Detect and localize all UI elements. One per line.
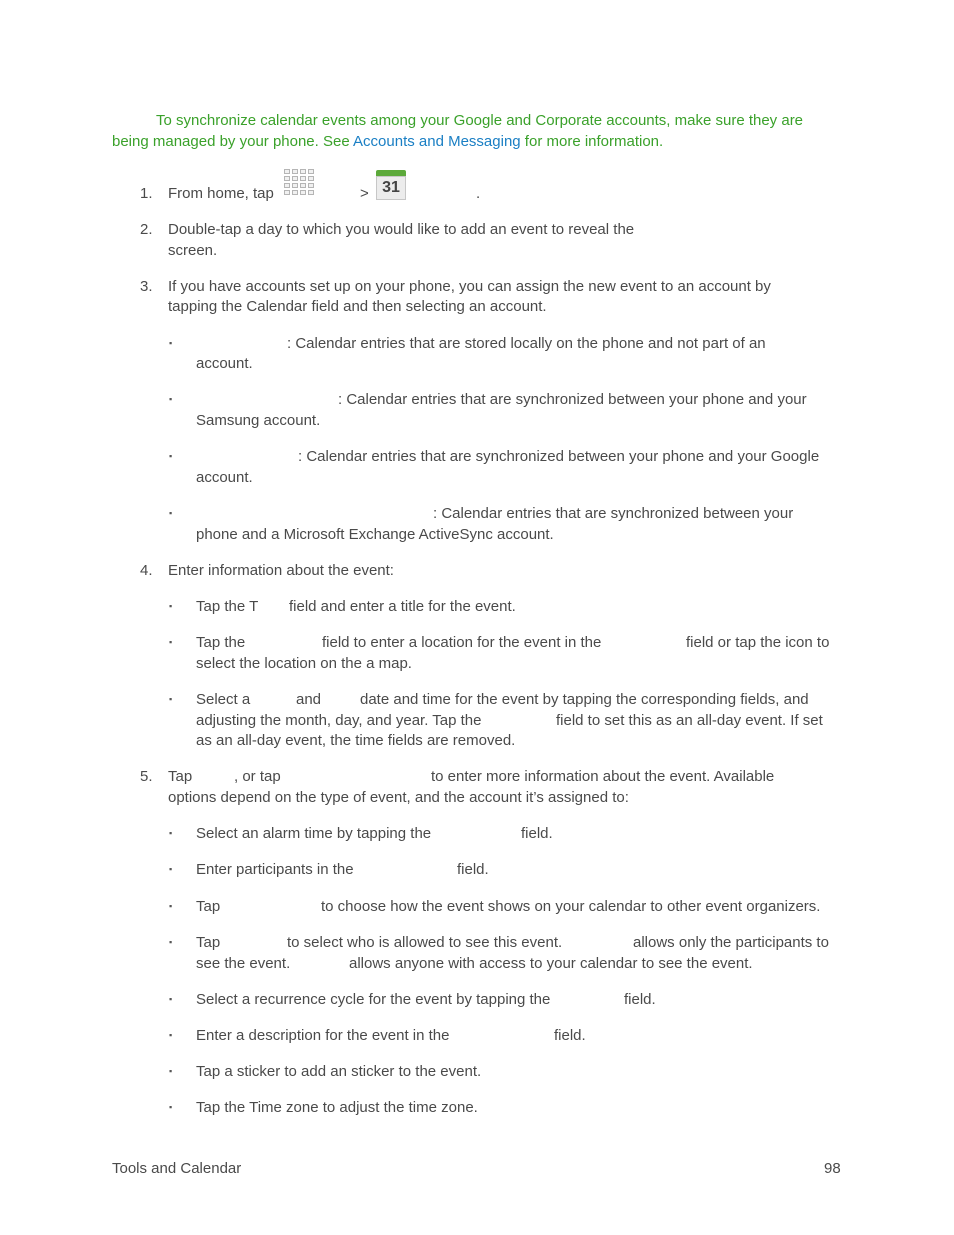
s5-bullet-2-a: Enter participants in the xyxy=(196,861,354,878)
tip-text: being managed by your phone. See xyxy=(112,133,354,150)
step-3-line-1: If you have accounts set up on your phone, you can assign the new event to an account by xyxy=(168,278,771,295)
s5-bullet-6-a: Enter a description for the event in the xyxy=(196,1027,450,1044)
accounts-and-messaging-link[interactable]: Accounts and Messaging xyxy=(353,133,521,150)
s5-bullet-7-a: Tap a sticker to add an sticker to the event. xyxy=(196,1063,482,1080)
step-number: 3. xyxy=(140,278,153,295)
s4-bullet-2-line-2: select the location on the a map. xyxy=(196,655,412,672)
s4-bullet-2-c: field or tap the icon to xyxy=(686,634,830,651)
bullet: ▪ xyxy=(169,864,173,874)
step-number: 4. xyxy=(140,562,153,579)
s5-bullet-3-b: to choose how the event shows on your calendar to other event organizers. xyxy=(321,898,821,915)
s3-bullet-1-line-2: account. xyxy=(196,355,253,372)
s3-bullet-4-line-2: phone and a Microsoft Exchange ActiveSync account. xyxy=(196,526,554,543)
bullet: ▪ xyxy=(169,394,173,404)
bullet: ▪ xyxy=(169,1030,173,1040)
step-5-a: Tap xyxy=(168,768,193,785)
s3-bullet-4-line-1: : Calendar entries that are synchronized between your xyxy=(433,505,794,522)
s5-bullet-4-c: allows only the participants to xyxy=(633,934,829,951)
s4-bullet-1-a: Tap the T xyxy=(196,598,259,615)
bullet: ▪ xyxy=(169,338,173,348)
s4-bullet-3-a: Select a xyxy=(196,691,251,708)
s3-bullet-2-line-1: : Calendar entries that are synchronized between your phone and your xyxy=(338,391,807,408)
step-2-line-2: screen. xyxy=(168,242,218,259)
s5-bullet-4-b: to select who is allowed to see this event. xyxy=(287,934,563,951)
step-5-c: to enter more information about the event. Available xyxy=(431,768,775,785)
s4-bullet-2-a: Tap the xyxy=(196,634,246,651)
s4-bullet-3-c: date and time for the event by tapping the corresponding fields, and xyxy=(360,691,809,708)
apps-icon xyxy=(284,169,314,199)
s4-bullet-1-b: field and enter a title for the event. xyxy=(289,598,516,615)
step-number: 5. xyxy=(140,768,153,785)
bullet: ▪ xyxy=(169,451,173,461)
s4-bullet-3-b: and xyxy=(296,691,322,708)
s5-bullet-4-line-2a: see the event. xyxy=(196,955,291,972)
step-4-line-1: Enter information about the event: xyxy=(168,562,394,579)
bullet: ▪ xyxy=(169,901,173,911)
bullet: ▪ xyxy=(169,694,173,704)
s3-bullet-2-line-2: Samsung account. xyxy=(196,412,321,429)
calendar-icon xyxy=(376,170,406,200)
calendar-icon-day: 31 xyxy=(376,176,406,200)
s4-bullet-3-line-2a: adjusting the month, day, and year. Tap the xyxy=(196,712,482,729)
page-number: 98 xyxy=(824,1160,841,1177)
step-5-line-2: options depend on the type of event, and the account it’s assigned to: xyxy=(168,789,629,806)
step-1-separator: > xyxy=(360,185,369,202)
step-1-text: From home, tap xyxy=(168,185,274,202)
bullet: ▪ xyxy=(169,1066,173,1076)
bullet: ▪ xyxy=(169,828,173,838)
s5-bullet-4-line-2b: allows anyone with access to your calendar to see the event. xyxy=(349,955,753,972)
s5-bullet-4-a: Tap xyxy=(196,934,221,951)
s5-bullet-1-b: field. xyxy=(521,825,553,842)
s5-bullet-3-a: Tap xyxy=(196,898,221,915)
tip-text-end: for more information. xyxy=(520,133,664,150)
s4-bullet-2-b: field to enter a location for the event in the xyxy=(322,634,602,651)
s4-bullet-3-line-2b: field to set this as an all-day event. If set xyxy=(556,712,823,729)
bullet: ▪ xyxy=(169,508,173,518)
s5-bullet-5-b: field. xyxy=(624,991,656,1008)
bullet: ▪ xyxy=(169,601,173,611)
bullet: ▪ xyxy=(169,994,173,1004)
s5-bullet-5-a: Select a recurrence cycle for the event by tapping the xyxy=(196,991,551,1008)
step-2-line-1: Double-tap a day to which you would like to add an event to reveal the xyxy=(168,221,635,238)
s5-bullet-8-a: Tap the Time zone to adjust the time zone. xyxy=(196,1099,478,1116)
s5-bullet-2-b: field. xyxy=(457,861,489,878)
tip-line-2 xyxy=(112,131,663,152)
footer-section-title: Tools and Calendar xyxy=(112,1160,242,1177)
step-number: 1. xyxy=(140,185,153,202)
s3-bullet-3-line-1: : Calendar entries that are synchronized between your phone and your Google xyxy=(298,448,820,465)
s5-bullet-6-b: field. xyxy=(554,1027,586,1044)
s3-bullet-1-line-1: : Calendar entries that are stored locally on the phone and not part of an xyxy=(287,335,766,352)
s5-bullet-1-a: Select an alarm time by tapping the xyxy=(196,825,432,842)
bullet: ▪ xyxy=(169,937,173,947)
step-1-period: . xyxy=(476,185,481,202)
s4-bullet-3-line-3: as an all-day event, the time fields are removed. xyxy=(196,732,516,749)
s3-bullet-3-line-2: account. xyxy=(196,469,253,486)
step-3-line-2: tapping the Calendar field and then selecting an account. xyxy=(168,298,547,315)
bullet: ▪ xyxy=(169,637,173,647)
bullet: ▪ xyxy=(169,1102,173,1112)
step-number: 2. xyxy=(140,221,153,238)
step-5-b: , or tap xyxy=(234,768,281,785)
tip-line-1: To synchronize calendar events among your Google and Corporate accounts, make sure they are xyxy=(156,112,804,129)
